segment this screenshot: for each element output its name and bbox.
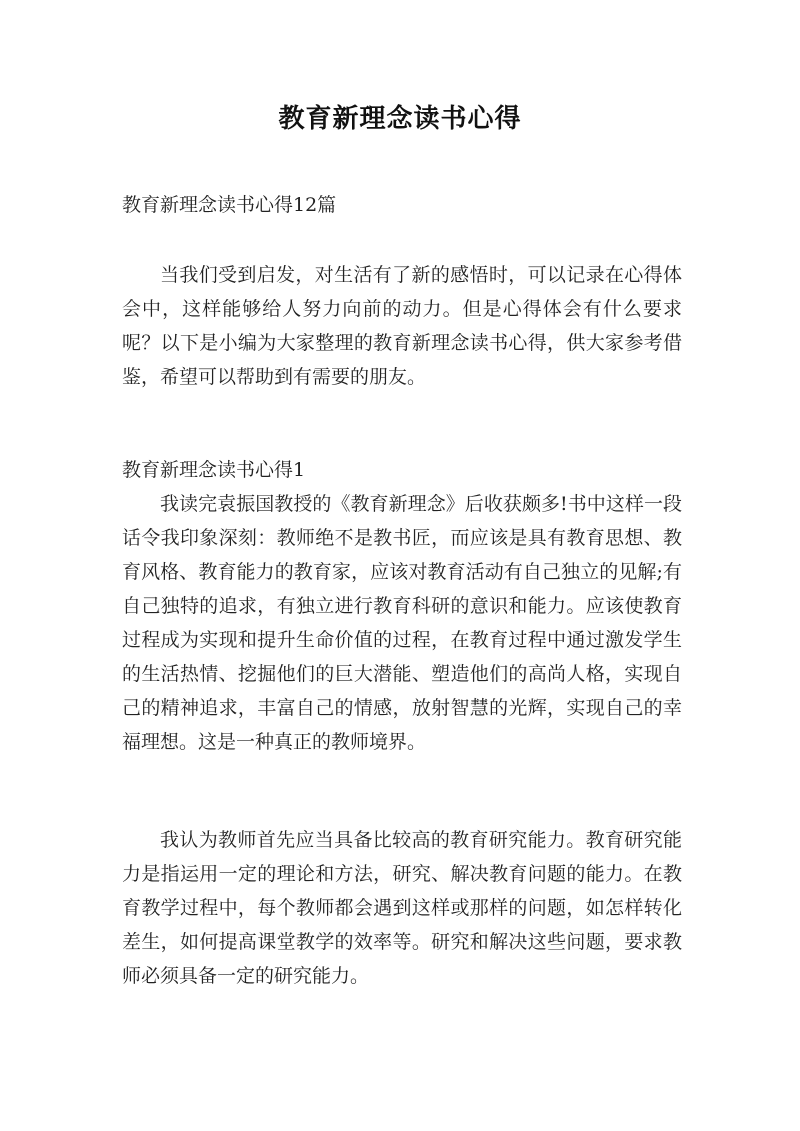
document-subtitle: 教育新理念读书心得12篇	[122, 194, 337, 216]
section-1-paragraph-2: 我认为教师首先应当具备比较高的教育研究能力。教育研究能力是指运用一定的理论和方法，研究、解决教育问题的能力。在教育教学过程中，每个教师都会遇到这样或那样的问题，如怎样转化差生，如何提高课堂教学的效率等。研究和解决这些问题，要求教师必须具备一定的研究能力。	[122, 829, 682, 987]
section-heading-1: 教育新理念读书心得1	[122, 459, 306, 481]
document-title: 教育新理念读书心得	[278, 104, 522, 134]
intro-paragraph: 当我们受到启发，对生活有了新的感悟时，可以记录在心得体会中，这样能够给人努力向前的动力。但是心得体会有什么要求呢？以下是小编为大家整理的教育新理念读书心得，供大家参考借鉴，希望可以帮助到有需要的朋友。	[122, 264, 682, 388]
section-1-paragraph-1: 我读完袁振国教授的《教育新理念》后收获颇多!书中这样一段话令我印象深刻：教师绝不是教书匠，而应该是具有教育思想、教育风格、教育能力的教育家，应该对教育活动有自己独立的见解;有自己独特的追求，有独立进行教育科研的意识和能力。应该使教育过程成为实现和提升生命价值的过程，在教育过程中通过激发学生的生活热情、挖掘他们的巨大潜能、塑造他们的高尚人格，实现自己的精神追求，丰富自己的情感，放射智慧的光辉，实现自己的幸福理想。这是一种真正的教师境界。	[122, 493, 682, 753]
